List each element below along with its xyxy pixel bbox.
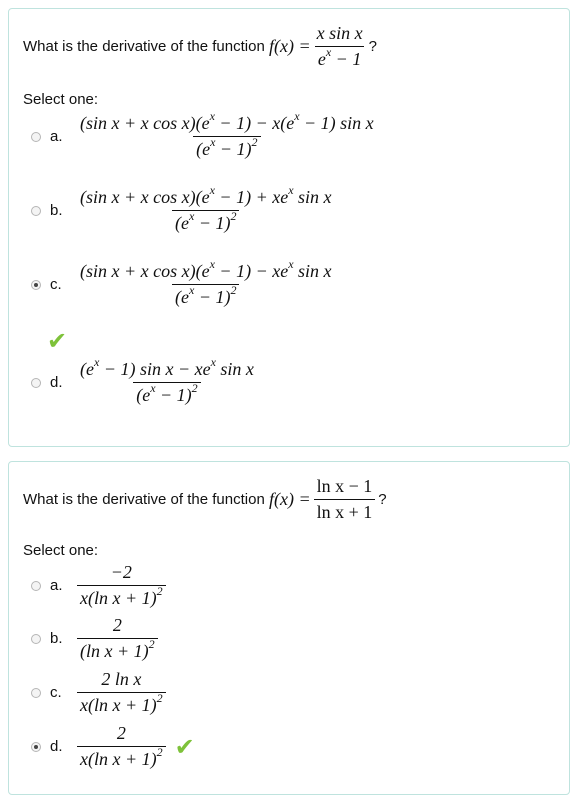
question-text (23, 476, 387, 523)
question-text (23, 23, 377, 70)
question-card-1 (8, 8, 570, 447)
option-fraction (77, 562, 166, 609)
option-b[interactable] (31, 183, 338, 234)
option-numerator: −2 (110, 562, 132, 582)
question-prompt: What is the derivative of the function (23, 491, 265, 508)
option-letter: d. (50, 738, 63, 755)
option-a[interactable] (31, 109, 380, 160)
option-numerator: 2 (112, 615, 122, 635)
question-mark: ? (378, 491, 387, 508)
option-letter: a. (50, 577, 63, 594)
radio-button[interactable] (31, 132, 41, 142)
function-fraction (314, 23, 366, 70)
option-numerator: (sin x + x $\cos x)(e^x - 1) - xe^x$ sin x (80, 257, 332, 281)
select-one-label: Select one: (23, 91, 99, 108)
radio-button[interactable] (31, 634, 41, 644)
option-d[interactable] (31, 355, 260, 406)
option-fraction (77, 257, 335, 308)
option-fraction (77, 723, 166, 770)
option-letter: c. (50, 684, 62, 701)
option-letter: b. (50, 630, 63, 647)
option-c[interactable] (31, 257, 338, 308)
function-label: f(x) = (268, 489, 311, 509)
function-numerator: ln x − 1 (316, 476, 373, 496)
function-numerator: x sin x (316, 23, 363, 43)
question-prompt: What is the derivative of the function (23, 38, 265, 55)
option-c[interactable] (31, 669, 169, 716)
option-letter: c. (50, 276, 62, 293)
option-denominator: $(e^x - 1)^2$ (172, 284, 239, 308)
radio-button[interactable] (31, 688, 41, 698)
option-numerator: (sin x + x $\cos x)(e^x - 1) + xe^x$ sin x (80, 183, 332, 207)
option-fraction (77, 109, 377, 160)
option-denominator: (ln x + 1)$^2$ (77, 638, 158, 662)
option-b[interactable] (31, 615, 161, 662)
option-letter: a. (50, 128, 63, 145)
question-card-2 (8, 461, 570, 795)
correct-check-icon: ✔ (174, 732, 195, 761)
option-denominator: x(ln x + 1)$^2$ (77, 746, 166, 770)
option-denominator: $(e^x - 1)^2$ (172, 210, 239, 234)
function-denominator: $e^x - 1$ (315, 46, 364, 70)
radio-button[interactable] (31, 206, 41, 216)
option-fraction (77, 183, 335, 234)
option-numerator: 2 (116, 723, 126, 743)
radio-button-selected[interactable] (31, 280, 41, 290)
option-denominator: $(e^x - 1)^2$ (193, 136, 260, 160)
option-numerator: (sin x + x $\cos x)(e^x - 1) - x(e^x - 1)$ sin x (80, 109, 374, 133)
option-fraction (77, 669, 166, 716)
option-letter: d. (50, 374, 63, 391)
option-denominator: x(ln x + 1)$^2$ (77, 585, 166, 609)
option-numerator: 2 ln x (101, 669, 142, 689)
option-letter: b. (50, 202, 63, 219)
option-denominator: x(ln x + 1)$^2$ (77, 692, 166, 716)
option-d[interactable] (31, 723, 195, 770)
question-mark: ? (368, 38, 377, 55)
radio-button[interactable] (31, 581, 41, 591)
function-fraction (314, 476, 376, 523)
option-denominator: $(e^x - 1)^2$ (133, 382, 200, 406)
radio-button[interactable] (31, 378, 41, 388)
function-label: f(x) = (268, 36, 311, 56)
function-denominator: ln x + 1 (314, 499, 376, 523)
option-fraction (77, 615, 158, 662)
correct-check-icon: ✔ (47, 327, 68, 355)
select-one-label: Select one: (23, 542, 99, 559)
option-fraction (77, 355, 257, 406)
radio-button-selected[interactable] (31, 742, 41, 752)
option-numerator: $(e^x - 1)$ $\sin x - xe^x$ sin x (80, 355, 254, 379)
option-a[interactable] (31, 562, 169, 609)
